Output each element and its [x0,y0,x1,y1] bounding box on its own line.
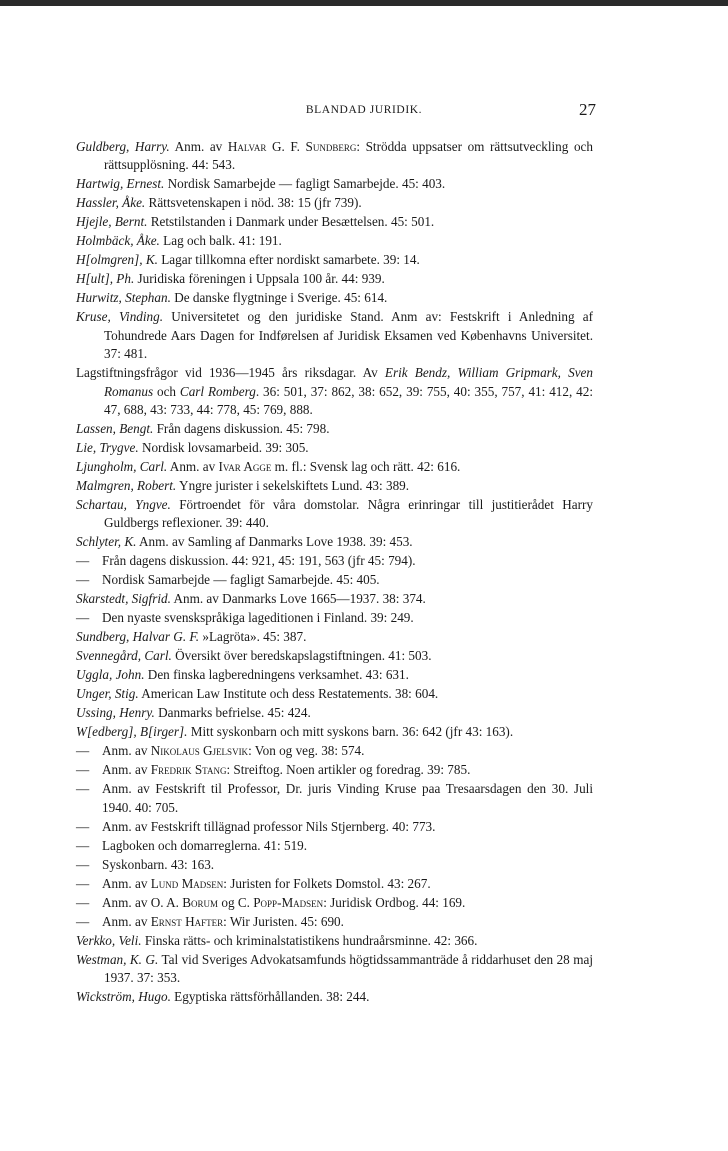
entry-text: Från dagens diskussion. 44: 921, 45: 191, 563 (jfr 45: 794). [102,553,416,569]
entry-text: Den finska lagberedningens verksamhet. 43: 631. [144,667,409,683]
bibliography-entry [76,138,593,175]
bibliography-entry [76,723,593,741]
bibliography-entry [76,251,593,269]
entry-text: Anm. av [102,913,151,929]
entry-text: : Strödda uppsatser om rättsutveckling och rättsupplösning. 44: 543. [104,139,593,173]
entry-author: Guldberg, Harry. [76,139,170,154]
ditto-dash: — [76,913,90,929]
ditto-dash: — [76,818,90,834]
entry-cited-name: Popp-Madsen [253,894,324,910]
entry-author: Wickström, Hugo. [76,989,171,1005]
bibliography-entry [76,894,593,912]
entry-text: American Law Institute och dess Restatements. 38: 604. [138,686,439,702]
entry-author: Hartwig, Ernest. [76,176,165,192]
entry-author: Sundberg, Halvar G. F. [76,629,200,645]
bibliography-entry [76,496,593,533]
bibliography-entry [76,913,593,931]
entry-author: Skarstedt, Sigfrid. [76,591,171,607]
entry-text: Översikt över beredskapslagstiftningen. 41: 503. [171,648,432,664]
entry-cited-name: Lund Madsen [150,875,224,891]
ditto-dash: — [76,781,90,797]
bibliography-entry [76,647,593,665]
bibliography-entry [76,458,593,476]
ditto-dash: — [76,894,90,910]
entry-text: Lagar tillkomna efter nordiskt samarbete. 39: 14. [157,252,420,268]
entry-text: Danmarks befrielse. 45: 424. [154,705,311,721]
entry-text: m. fl.: Svensk lag och rätt. 42: 616. [271,459,461,475]
entry-author: Westman, K. G. [76,951,159,967]
entry-author: Schlyter, K. [76,534,137,550]
entry-author: H[ult], Ph. [76,271,135,287]
entry-text: : Juristen for Folkets Domstol. 43: 267. [223,875,431,891]
ditto-dash: — [76,875,90,891]
bibliography-entry [76,194,593,212]
entry-author: Ljungholm, Carl. [76,459,168,475]
entry-author: Malmgren, Robert. [76,478,177,494]
bibliography-entry [76,590,593,608]
entry-author: Unger, Stig. [76,686,139,702]
entry-text: och [153,383,180,399]
bibliography-entry [76,477,593,495]
entry-cited-name: Ernst Hafter [150,913,224,929]
entry-text: Mitt syskonbarn och mitt syskons barn. 36: 642 (jfr 43: 163). [187,724,514,740]
entry-text: og C. [218,894,254,910]
bibliography-entry [76,856,593,874]
bibliography-entry [76,742,593,760]
entry-text: Lagboken och domarreglerna. 41: 519. [102,837,308,853]
entry-text: Anm. av Festskrift til Professor, Dr. juris Vinding Kruse paa Tresaarsdagen den 30. Juli 1940. 40: 705. [102,781,593,815]
ditto-dash: — [76,856,90,872]
entry-text: Anm. av [102,743,151,759]
bibliography-entry [76,364,593,419]
entry-author: Lie, Trygve. [76,440,139,456]
bibliography-entry [76,175,593,193]
bibliography-entry [76,552,593,570]
entry-cited-name: Ivar Agge [218,459,272,475]
entry-author: W[edberg], B[irger]. [76,724,188,740]
entry-text: Retstilstanden i Danmark under Besættelsen. 45: 501. [147,214,435,230]
entry-text: Nordisk lovsamarbeid. 39: 305. [138,440,309,456]
entry-text: Juridiska föreningen i Uppsala 100 år. 44: 939. [134,271,385,287]
bibliography-entry [76,761,593,779]
entry-author: Hjejle, Bernt. [76,214,148,230]
entry-text: Anm. av [102,875,151,891]
entry-text: Anm. av [102,762,151,778]
entry-cited-name: Halvar G. F. Sundberg [227,139,357,154]
entry-author: Lassen, Bengt. [76,421,154,437]
entry-text: Nordisk Samarbejde — fagligt Samarbejde. 45: 405. [102,572,380,588]
entry-author: Schartau, Yngve. [76,497,171,513]
entry-text: Rättsvetenskapen i nöd. 38: 15 (jfr 739). [145,195,362,211]
entry-text: »Lagröta». 45: 387. [199,629,307,645]
entry-author: Svennegård, Carl. [76,648,172,664]
entry-author: Hassler, Åke. [76,195,146,211]
bibliography-entry [76,270,593,288]
bibliography-entry [76,818,593,836]
bibliography-entry [76,439,593,457]
entry-text: : Von og veg. 38: 574. [248,743,365,759]
entry-text: Tal vid Sveriges Advokatsamfunds högtidssammanträde å riddarhuset den 28 maj 1937. 37: 353. [104,951,593,986]
entry-author: Kruse, Vinding. [76,309,164,325]
bibliography-entry [76,420,593,438]
entry-text: Anm. av Danmarks Love 1665—1937. 38: 374. [170,591,426,607]
bibliography-entry [76,666,593,684]
ditto-dash: — [76,553,90,569]
ditto-dash: — [76,762,90,778]
entry-text: : Streiftog. Noen artikler og foredrag. 39: 785. [226,762,471,778]
entry-text: Anm. av [167,459,219,475]
entry-text: Lagstiftningsfrågor vid 1936—1945 års riksdagar. Av [76,365,385,381]
entry-author-names: Erik Bendz, William Gripmark, Sven Romanus [104,365,593,399]
ditto-dash: — [76,572,90,588]
entry-text: Anm. av Samling af Danmarks Love 1938. 39: 453. [136,534,413,550]
entry-text: Yngre jurister i sekelskiftets Lund. 43: 389. [176,478,410,494]
entry-author: Ussing, Henry. [76,705,155,721]
bibliography-entry [76,609,593,627]
bibliography-entry [76,308,593,363]
entry-author: Verkko, Veli. [76,932,142,948]
entry-author: Holmbäck, Åke. [76,233,160,249]
bibliography-entry [76,571,593,589]
entry-text: Universitetet og den juridiske Stand. Anm av: Festskrift i Anledning af Tohundrede Aars Dagen for Indførelsen af Juridisk Eksamen ved Københavns Universitet. 37: 481. [104,309,593,362]
entry-author: Hurwitz, Stephan. [76,290,171,306]
bibliography-entry [76,213,593,231]
ditto-dash: — [76,610,90,626]
bibliography-entry [76,704,593,722]
bibliography-entry [76,837,593,855]
entry-text: . 36: 501, 37: 862, 38: 652, 39: 755, 40: 355, 757, 41: 412, 42: 47, 688, 43: 733, 44: 778, 45: 769, 888. [104,383,594,418]
entry-author: H[olmgren], K. [76,252,158,268]
bibliography-entry [76,628,593,646]
bibliography-entry [76,780,593,817]
entry-cited-name: Borum [182,894,219,910]
entry-cited-name: Nikolaus Gjelsvik [150,743,249,759]
entry-text: Syskonbarn. 43: 163. [102,856,215,872]
entry-author-names: Carl Romberg [179,383,256,399]
entry-text: Finska rätts- och kriminalstatistikens hundraårsminne. 42: 366. [141,932,478,948]
running-head: BLANDAD JURIDIK. [305,104,423,116]
entry-text: : Wir Juristen. 45: 690. [223,913,344,929]
entry-text: Egyptiska rättsförhållanden. 38: 244. [170,989,370,1005]
entry-text: Lag och balk. 41: 191. [159,233,282,249]
bibliography-list [76,138,593,1007]
entry-text: Från dagens diskussion. 45: 798. [153,421,330,437]
bibliography-entry [76,232,593,250]
bibliography-entry [76,533,593,551]
bibliography-entry [76,932,593,950]
bibliography-entry [76,951,593,988]
entry-text: Nordisk Samarbejde — fagligt Samarbejde. 45: 403. [164,176,446,192]
bibliography-entry [76,875,593,893]
entry-text: Anm. av Festskrift tillägnad professor Nils Stjernberg. 40: 773. [102,818,436,834]
bibliography-entry [76,685,593,703]
entry-text: Anm. av [169,139,228,154]
entry-text: Anm. av O. A. [102,894,183,910]
entry-author: Uggla, John. [76,667,145,683]
entry-text: De danske flygtninge i Sverige. 45: 614. [170,290,388,306]
entry-cited-name: Fredrik Stang [150,762,227,778]
page-number: 27 [579,100,596,119]
ditto-dash: — [76,743,90,759]
entry-text: Den nyaste svenskspråkiga lageditionen i Finland. 39: 249. [102,610,414,626]
bibliography-entry [76,988,593,1006]
entry-text: : Juridisk Ordbog. 44: 169. [323,894,466,910]
entry-text: Förtroendet för våra domstolar. Några erinringar till justitierådet Harry Guldbergs reflexioner. 39: 440. [104,497,593,531]
bibliography-entry [76,289,593,307]
ditto-dash: — [76,837,90,853]
